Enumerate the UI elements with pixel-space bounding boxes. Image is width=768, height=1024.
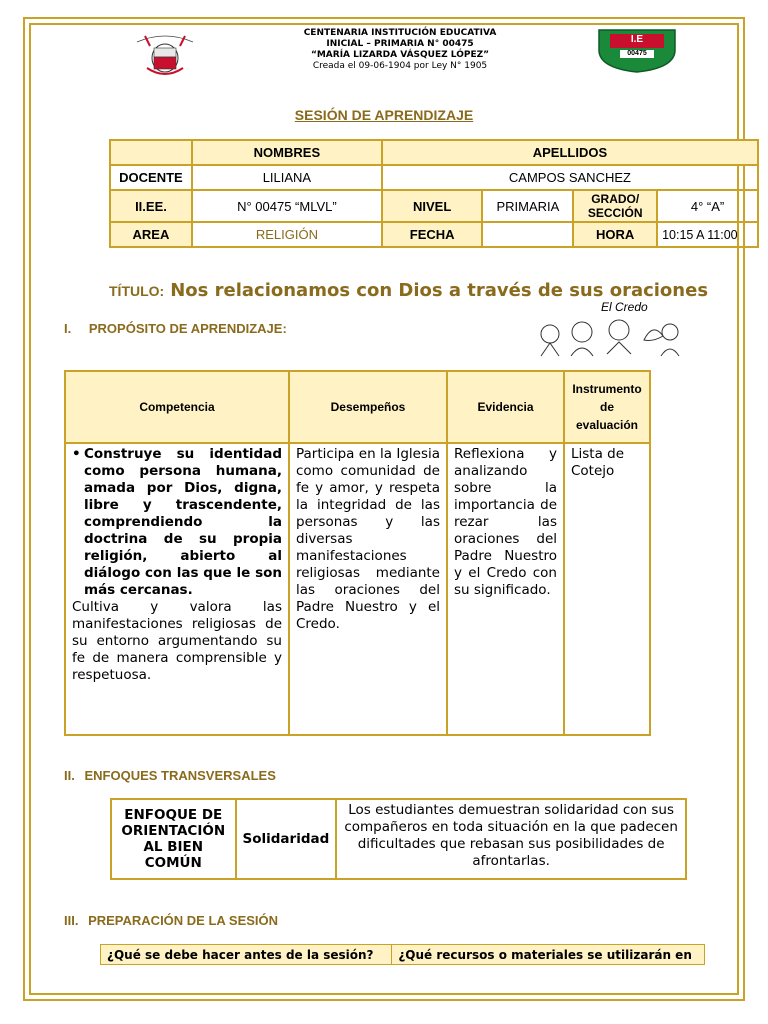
preparacion-q2: ¿Qué recursos o materiales se utilizarán en [392, 945, 705, 965]
credo-illustration [533, 300, 683, 360]
section-1-title: PROPÓSITO DE APRENDIZAJE: [88, 321, 287, 336]
session-title [109, 280, 708, 301]
school-header [250, 28, 550, 72]
evidencia-cell: Reflexiona y analizando sobre la importancia de rezar las oraciones del Padre Nuestro y el Credo con su significado. [447, 443, 564, 735]
section-3-title: PREPARACIÓN DE LA SESIÓN [88, 913, 279, 928]
bullet-icon: • [72, 446, 81, 462]
header-instrumento: Instrumento de evaluación [564, 371, 650, 443]
desempenos-cell: Participa en la Iglesia como comunidad de fe y amor, y respeta la integridad de las personas y las diversas manifestaciones religiosas mediante las oraciones del Padre Nuestro y el Credo. [289, 443, 447, 735]
header-line-4: Creada el 09-06-1904 por Ley N° 1905 [312, 61, 488, 71]
section-2-number: II. [64, 768, 75, 783]
header-line-1: CENTENARIA INSTITUCIÓN EDUCATIVA [303, 28, 497, 38]
preparacion-q1: ¿Qué se debe hacer antes de la sesión? [101, 945, 392, 965]
iiee-value: N° 00475 “MLVL” [192, 190, 382, 222]
header-line-2: INICIAL – PRIMARIA N° 00475 [326, 39, 474, 49]
iiee-label: II.EE. [110, 190, 192, 222]
preparacion-table [100, 944, 705, 965]
peru-seal-logo [125, 28, 205, 78]
badge-number-text: 00475 [627, 50, 647, 57]
enfoque-name: ENFOQUE DE ORIENTACIÓN AL BIEN COMÚN [111, 799, 236, 879]
titulo-label: TÍTULO: [109, 283, 165, 299]
docente-label: DOCENTE [110, 165, 192, 190]
area-value: RELIGIÓN [192, 222, 382, 247]
area-label: AREA [110, 222, 192, 247]
page-title: SESIÓN DE APRENDIZAJE [294, 107, 474, 123]
credo-title: El Credo [601, 300, 648, 314]
enfoques-table [110, 798, 687, 880]
header-apellidos: APELLIDOS [382, 140, 758, 165]
header-desempenos: Desempeños [289, 371, 447, 443]
competencia-text: Cultiva y valora las manifestaciones religiosas de su entorno argumentando su fe de manera comprensible y respetuosa. [72, 599, 282, 683]
grado-label: GRADO/ SECCIÓN [573, 190, 657, 222]
section-3-heading [64, 913, 278, 928]
competencia-cell [65, 443, 289, 735]
enfoque-desc: Los estudiantes demuestran solidaridad con sus compañeros en toda situación en la que padecen dificultades que rebasan sus posibilidades de afrontarlas. [336, 799, 686, 879]
section-1-number: I. [64, 321, 72, 336]
hora-value: 10:15 A 11:00 [657, 222, 758, 247]
fecha-value [482, 222, 573, 247]
school-badge-logo [596, 24, 678, 74]
section-1-heading [64, 321, 287, 336]
enfoque-value: Solidaridad [236, 799, 337, 879]
nivel-label: NIVEL [382, 190, 483, 222]
hora-label: HORA [573, 222, 657, 247]
header-line-3: “MARÍA LIZARDA VÁSQUEZ LÓPEZ” [310, 50, 490, 60]
section-3-number: III. [64, 913, 79, 928]
titulo-text: Nos relacionamos con Dios a través de sus oraciones [170, 280, 709, 301]
header-evidencia: Evidencia [447, 371, 564, 443]
header-nombres: NOMBRES [192, 140, 382, 165]
nivel-value: PRIMARIA [482, 190, 573, 222]
section-2-title: ENFOQUES TRANSVERSALES [84, 768, 276, 783]
docente-nombre: LILIANA [192, 165, 382, 190]
fecha-label: FECHA [382, 222, 483, 247]
competencia-bullet-item [72, 446, 282, 599]
badge-ie-text: I.E [630, 34, 644, 45]
proposito-table [64, 370, 651, 736]
competencia-bold-text: Construye su identidad como persona humana, amada por Dios, digna, libre y trascendente, comprendiendo la doctrina de su propia religión, abierto al diálogo con las que le son más cercanas. [84, 446, 282, 598]
instrumento-cell: Lista de Cotejo [564, 443, 650, 735]
docente-apellidos: CAMPOS SANCHEZ [382, 165, 758, 190]
section-2-heading [64, 768, 276, 783]
session-info-table [109, 139, 759, 248]
header-competencia: Competencia [65, 371, 289, 443]
grado-value: 4° “A” [657, 190, 758, 222]
